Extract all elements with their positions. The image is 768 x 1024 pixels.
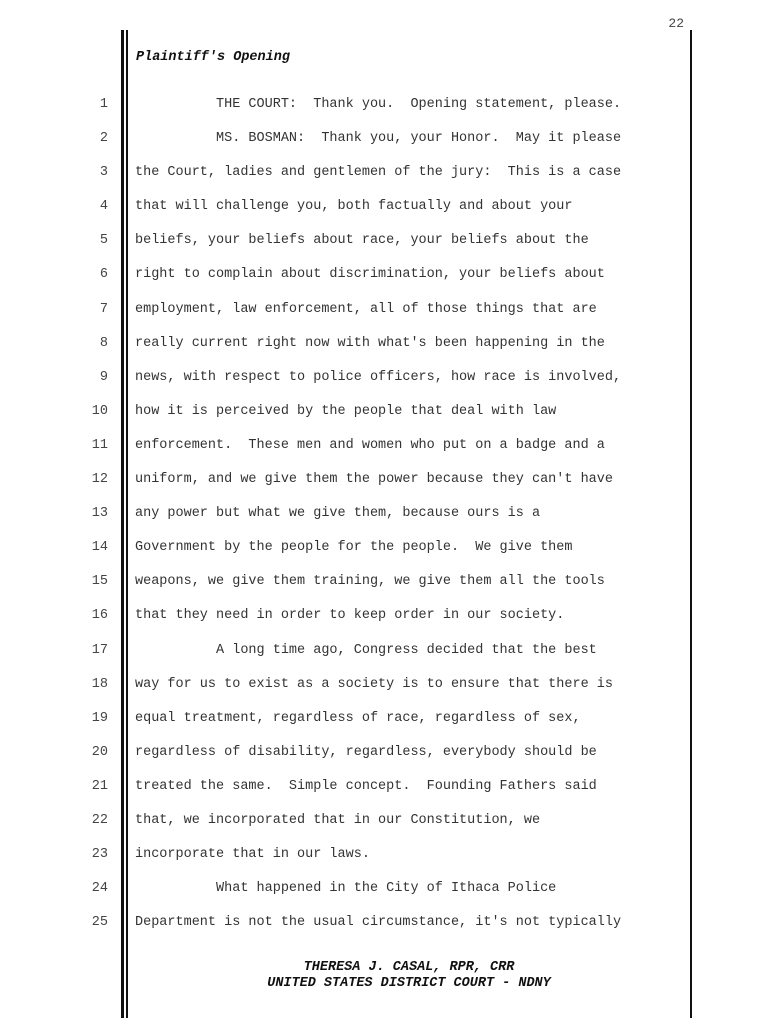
line-number: 17 bbox=[91, 642, 108, 658]
line-number: 14 bbox=[91, 540, 108, 556]
transcript-line bbox=[0, 128, 768, 162]
section-header: Plaintiff's Opening bbox=[136, 50, 290, 65]
line-text: beliefs, your beliefs about race, your beliefs about the bbox=[135, 233, 589, 249]
transcript-line bbox=[0, 196, 768, 230]
transcript-line bbox=[0, 469, 768, 503]
transcript-line bbox=[0, 640, 768, 674]
line-number: 23 bbox=[91, 847, 108, 863]
line-number: 24 bbox=[91, 881, 108, 897]
line-number: 25 bbox=[91, 915, 108, 931]
line-number: 19 bbox=[91, 710, 108, 726]
line-text: A long time ago, Congress decided that the best bbox=[135, 642, 597, 658]
transcript-lines bbox=[0, 94, 768, 946]
line-number: 20 bbox=[91, 744, 108, 760]
transcript-line bbox=[0, 742, 768, 776]
line-text: any power but what we give them, because ours is a bbox=[135, 506, 541, 522]
transcript-line bbox=[0, 878, 768, 912]
line-number: 7 bbox=[99, 301, 108, 317]
court-name: UNITED STATES DISTRICT COURT - NDNY bbox=[267, 976, 551, 991]
line-text: MS. BOSMAN: Thank you, your Honor. May it please bbox=[135, 131, 622, 147]
transcript-line bbox=[0, 435, 768, 469]
line-text: how it is perceived by the people that deal with law bbox=[135, 403, 557, 419]
line-text: regardless of disability, regardless, everybody should be bbox=[135, 744, 597, 760]
transcript-line bbox=[0, 401, 768, 435]
line-number: 8 bbox=[99, 335, 108, 351]
line-number: 1 bbox=[99, 97, 108, 112]
line-number: 2 bbox=[99, 131, 108, 147]
line-text: incorporate that in our laws. bbox=[135, 847, 370, 863]
transcript-line bbox=[0, 776, 768, 810]
reporter-name: THERESA J. CASAL, RPR, CRR bbox=[303, 960, 515, 975]
line-text: What happened in the City of Ithaca Police bbox=[135, 881, 557, 897]
transcript-line bbox=[0, 810, 768, 844]
line-number: 3 bbox=[99, 165, 108, 181]
line-text: enforcement. These men and women who put on a badge and a bbox=[135, 437, 605, 453]
line-number: 11 bbox=[91, 437, 108, 453]
transcript-line bbox=[0, 571, 768, 605]
line-text: right to complain about discrimination, your beliefs about bbox=[135, 267, 605, 283]
line-text: uniform, and we give them the power because they can't have bbox=[135, 472, 613, 488]
line-number: 16 bbox=[91, 608, 108, 624]
line-number: 4 bbox=[99, 199, 108, 215]
line-text: THE COURT: Thank you. Opening statement, please. bbox=[135, 97, 622, 112]
line-text: news, with respect to police officers, how race is involved, bbox=[135, 369, 622, 385]
line-number: 6 bbox=[99, 267, 108, 283]
line-text: weapons, we give them training, we give them all the tools bbox=[135, 574, 605, 590]
page-number: 22 bbox=[668, 16, 684, 31]
line-text: that they need in order to keep order in our society. bbox=[135, 608, 565, 624]
transcript-line bbox=[0, 333, 768, 367]
line-number: 5 bbox=[99, 233, 108, 249]
transcript-line bbox=[0, 162, 768, 196]
line-number: 10 bbox=[91, 403, 108, 419]
line-number: 12 bbox=[91, 472, 108, 488]
line-text: Government by the people for the people. We give them bbox=[135, 540, 573, 556]
line-number: 22 bbox=[91, 812, 108, 828]
transcript-line bbox=[0, 94, 768, 128]
line-text: equal treatment, regardless of race, regardless of sex, bbox=[135, 710, 581, 726]
line-number: 18 bbox=[91, 676, 108, 692]
line-number: 15 bbox=[91, 574, 108, 590]
line-text: the Court, ladies and gentlemen of the jury: This is a case bbox=[135, 165, 622, 181]
line-text: really current right now with what's been happening in the bbox=[135, 335, 605, 351]
transcript-line bbox=[0, 230, 768, 264]
line-text: that will challenge you, both factually and about your bbox=[135, 199, 573, 215]
line-number: 21 bbox=[91, 778, 108, 794]
line-number: 9 bbox=[99, 369, 108, 385]
transcript-line bbox=[0, 708, 768, 742]
transcript-line bbox=[0, 367, 768, 401]
line-text: employment, law enforcement, all of those things that are bbox=[135, 301, 597, 317]
line-text: treated the same. Simple concept. Founding Fathers said bbox=[135, 778, 597, 794]
transcript-line bbox=[0, 912, 768, 946]
transcript-line bbox=[0, 674, 768, 708]
line-text: that, we incorporated that in our Constitution, we bbox=[135, 812, 541, 828]
transcript-line bbox=[0, 503, 768, 537]
transcript-line bbox=[0, 264, 768, 298]
reporter-footer bbox=[128, 960, 690, 992]
transcript-line bbox=[0, 299, 768, 333]
line-text: way for us to exist as a society is to ensure that there is bbox=[135, 676, 613, 692]
transcript-line bbox=[0, 537, 768, 571]
transcript-line bbox=[0, 605, 768, 639]
line-text: Department is not the usual circumstance, it's not typically bbox=[135, 915, 622, 931]
line-number: 13 bbox=[91, 506, 108, 522]
transcript-line bbox=[0, 844, 768, 878]
